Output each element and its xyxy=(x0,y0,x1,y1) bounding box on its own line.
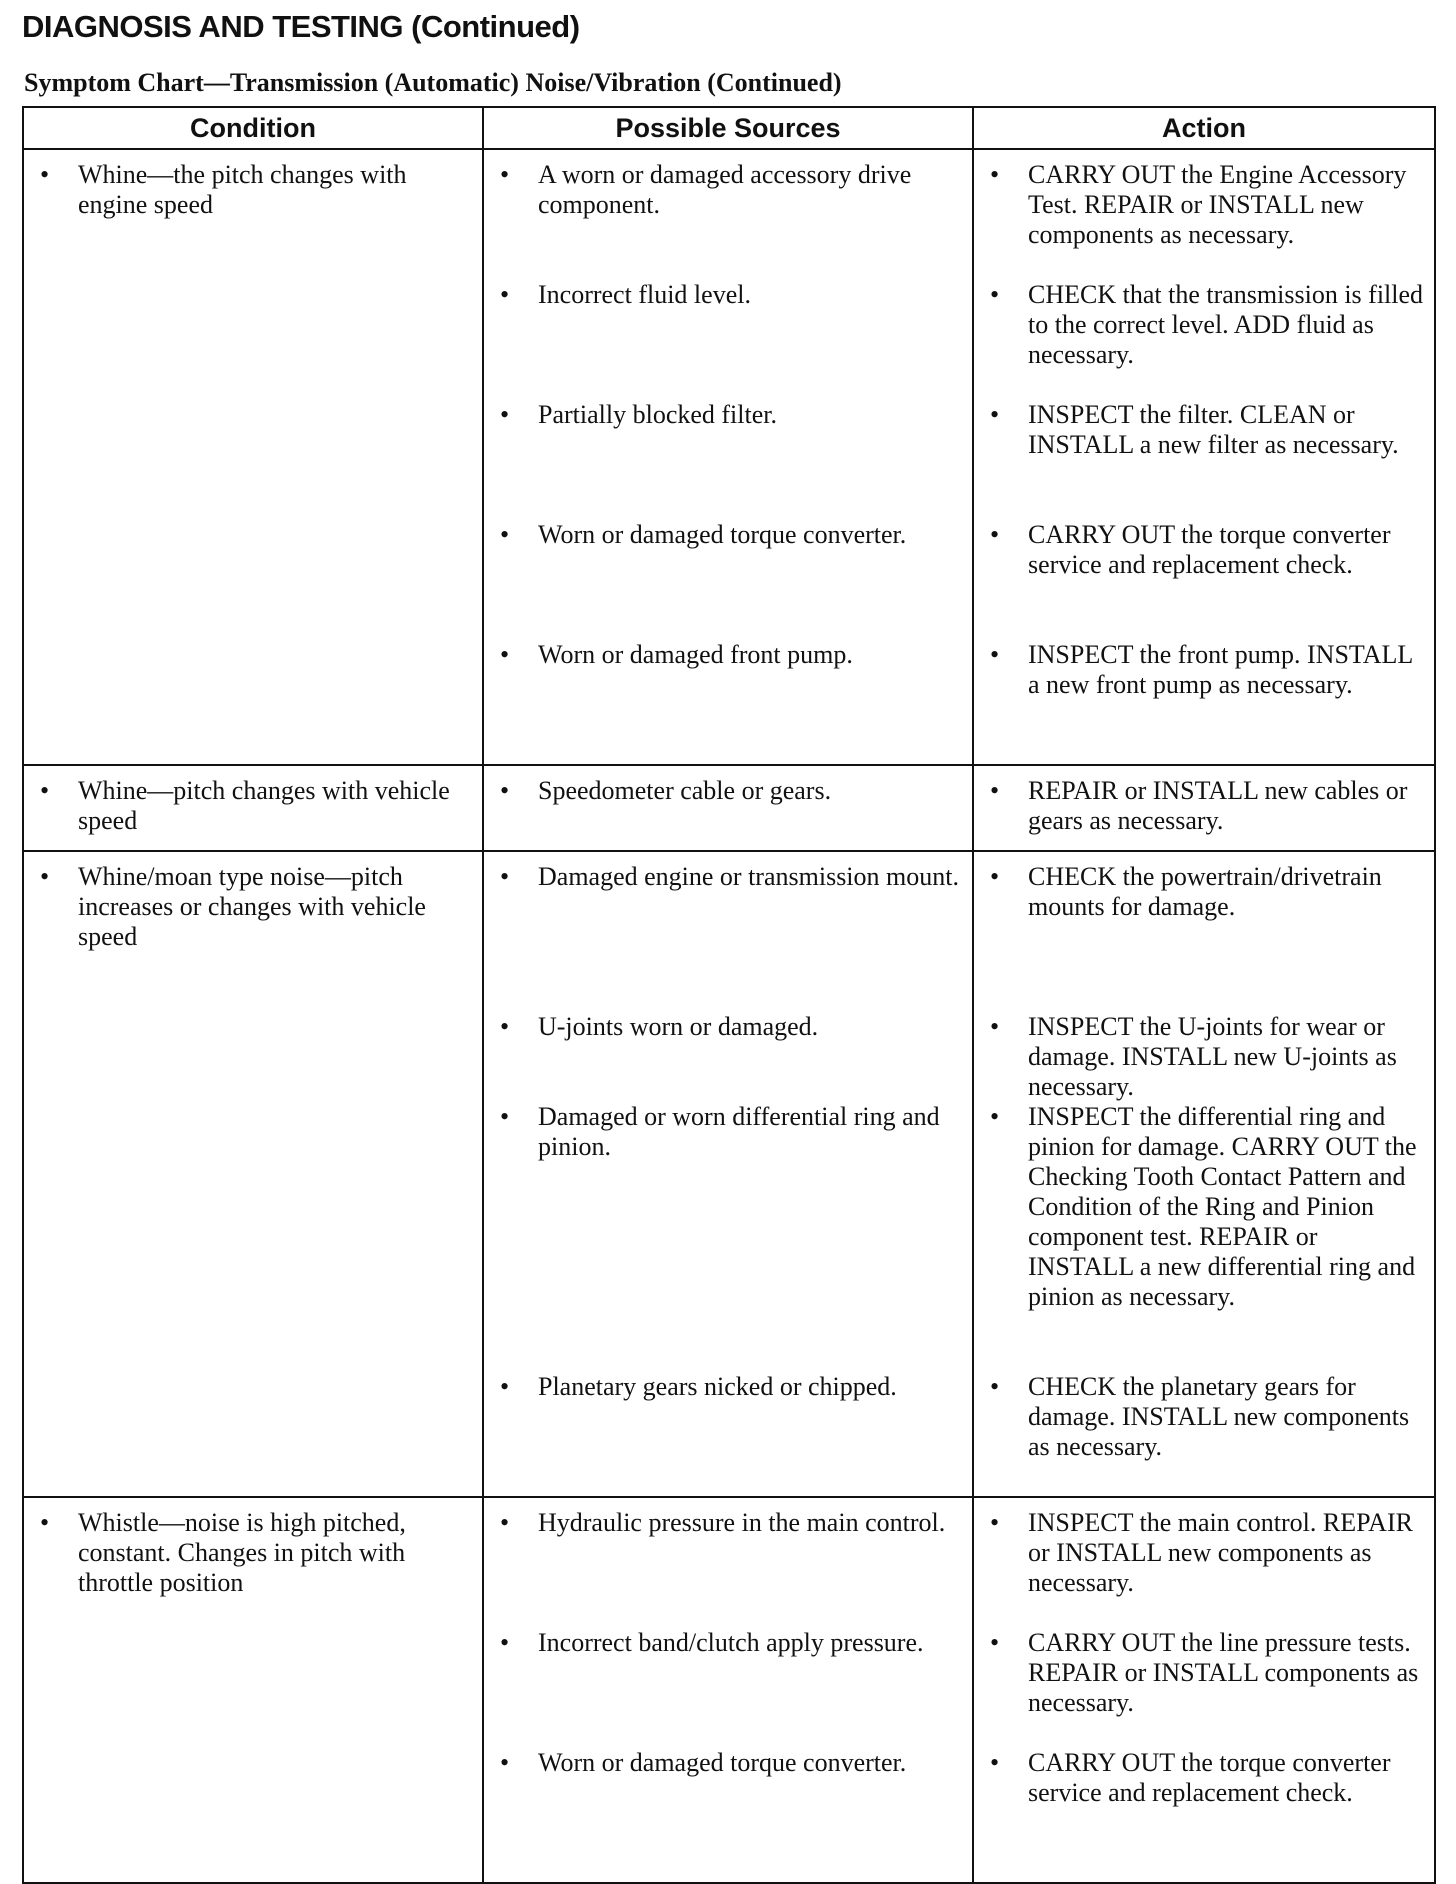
condition-text: Whine—the pitch changes with engine speed xyxy=(78,160,407,219)
bullet-icon: • xyxy=(990,640,1000,669)
bullet-icon: • xyxy=(500,160,510,189)
bullet-icon: • xyxy=(500,400,510,429)
column-header-condition: Condition xyxy=(23,107,483,149)
condition-text: Whine/moan type noise—pitch increases or changes with vehicle speed xyxy=(78,862,426,951)
action-item xyxy=(984,1102,1424,1312)
action-text: CARRY OUT the torque converter service and replacement check. xyxy=(1028,520,1391,579)
action-item xyxy=(984,1628,1424,1718)
bullet-icon: • xyxy=(40,776,50,805)
action-cell xyxy=(973,1497,1435,1883)
page xyxy=(22,8,1434,1884)
bullet-icon: • xyxy=(990,1372,1000,1401)
action-text: INSPECT the filter. CLEAN or INSTALL a new filter as necessary. xyxy=(1028,400,1399,459)
possible-sources-cell xyxy=(483,149,973,765)
condition-cell xyxy=(23,765,483,851)
bullet-icon: • xyxy=(990,1748,1000,1777)
bullet-icon: • xyxy=(40,862,50,891)
table-body xyxy=(23,149,1435,1883)
bullet-icon: • xyxy=(500,1628,510,1657)
table-row xyxy=(23,1497,1435,1883)
source-item xyxy=(494,400,962,430)
possible-sources-cell xyxy=(483,765,973,851)
action-text: CHECK that the transmission is filled to the correct level. ADD fluid as necessary. xyxy=(1028,280,1424,369)
table-row xyxy=(23,765,1435,851)
condition-cell xyxy=(23,1497,483,1883)
source-item xyxy=(494,1102,962,1162)
bullet-icon: • xyxy=(990,1012,1000,1041)
action-text: CARRY OUT the Engine Accessory Test. REPAIR or INSTALL new components as necessary. xyxy=(1028,160,1407,249)
table-row xyxy=(23,149,1435,765)
source-item xyxy=(494,640,962,670)
source-text: Hydraulic pressure in the main control. xyxy=(538,1508,946,1537)
column-header-possible-sources: Possible Sources xyxy=(483,107,973,149)
action-item xyxy=(984,400,1424,460)
condition-item xyxy=(34,862,472,952)
column-header-action: Action xyxy=(973,107,1435,149)
action-item xyxy=(984,520,1424,580)
action-cell xyxy=(973,851,1435,1497)
action-item xyxy=(984,1508,1424,1598)
bullet-icon: • xyxy=(500,776,510,805)
symptom-chart-table xyxy=(22,106,1436,1884)
action-cell xyxy=(973,765,1435,851)
action-item xyxy=(984,862,1424,922)
bullet-icon: • xyxy=(990,520,1000,549)
possible-sources-cell xyxy=(483,1497,973,1883)
action-text: INSPECT the front pump. INSTALL a new front pump as necessary. xyxy=(1028,640,1413,699)
condition-text: Whine—pitch changes with vehicle speed xyxy=(78,776,450,835)
action-item xyxy=(984,280,1424,370)
bullet-icon: • xyxy=(990,280,1000,309)
action-item xyxy=(984,640,1424,700)
action-cell xyxy=(973,149,1435,765)
condition-text: Whistle—noise is high pitched, constant. Changes in pitch with throttle position xyxy=(78,1508,406,1597)
bullet-icon: • xyxy=(40,1508,50,1537)
source-text: Incorrect fluid level. xyxy=(538,280,751,309)
source-text: A worn or damaged accessory drive component. xyxy=(538,160,912,219)
source-item xyxy=(494,1508,962,1538)
bullet-icon: • xyxy=(990,776,1000,805)
action-text: INSPECT the U-joints for wear or damage. INSTALL new U-joints as necessary. xyxy=(1028,1012,1397,1101)
source-item xyxy=(494,1748,962,1778)
action-item xyxy=(984,1748,1424,1808)
bullet-icon: • xyxy=(500,1372,510,1401)
table-row xyxy=(23,851,1435,1497)
condition-item xyxy=(34,776,472,836)
bullet-icon: • xyxy=(990,1628,1000,1657)
source-item xyxy=(494,160,962,220)
condition-cell xyxy=(23,149,483,765)
bullet-icon: • xyxy=(500,1748,510,1777)
source-text: Partially blocked filter. xyxy=(538,400,777,429)
source-text: Damaged engine or transmission mount. xyxy=(538,862,959,891)
source-text: Worn or damaged front pump. xyxy=(538,640,853,669)
source-text: Worn or damaged torque converter. xyxy=(538,520,907,549)
action-item xyxy=(984,776,1424,836)
bullet-icon: • xyxy=(500,1102,510,1131)
source-text: Planetary gears nicked or chipped. xyxy=(538,1372,897,1401)
source-item xyxy=(494,280,962,310)
action-text: CARRY OUT the torque converter service and replacement check. xyxy=(1028,1748,1391,1807)
source-text: Damaged or worn differential ring and pinion. xyxy=(538,1102,940,1161)
source-text: Worn or damaged torque converter. xyxy=(538,1748,907,1777)
bullet-icon: • xyxy=(990,160,1000,189)
table-header-row xyxy=(23,107,1435,149)
action-item xyxy=(984,160,1424,250)
bullet-icon: • xyxy=(500,640,510,669)
bullet-icon: • xyxy=(990,862,1000,891)
bullet-icon: • xyxy=(500,862,510,891)
source-text: Speedometer cable or gears. xyxy=(538,776,832,805)
source-item xyxy=(494,1372,962,1402)
bullet-icon: • xyxy=(40,160,50,189)
action-text: CARRY OUT the line pressure tests. REPAIR or INSTALL components as necessary. xyxy=(1028,1628,1419,1717)
section-title: DIAGNOSIS AND TESTING (Continued) xyxy=(22,9,580,44)
bullet-icon: • xyxy=(500,1508,510,1537)
source-item xyxy=(494,862,962,892)
action-text: INSPECT the differential ring and pinion for damage. CARRY OUT the Checking Tooth Contact Pattern and Condition of the Ring and Pinion component test. REPAIR or INSTALL a new differential ring and pinion as necessary. xyxy=(1028,1102,1417,1311)
source-item xyxy=(494,776,962,806)
bullet-icon: • xyxy=(990,400,1000,429)
possible-sources-cell xyxy=(483,851,973,1497)
condition-item xyxy=(34,160,472,220)
action-item xyxy=(984,1012,1424,1102)
chart-title: Symptom Chart—Transmission (Automatic) Noise/Vibration (Continued) xyxy=(24,68,842,97)
bullet-icon: • xyxy=(500,1012,510,1041)
bullet-icon: • xyxy=(990,1102,1000,1131)
source-item xyxy=(494,520,962,550)
bullet-icon: • xyxy=(500,280,510,309)
source-text: U-joints worn or damaged. xyxy=(538,1012,819,1041)
condition-cell xyxy=(23,851,483,1497)
action-item xyxy=(984,1372,1424,1462)
action-text: INSPECT the main control. REPAIR or INSTALL new components as necessary. xyxy=(1028,1508,1413,1597)
action-text: CHECK the powertrain/drivetrain mounts for damage. xyxy=(1028,862,1382,921)
source-item xyxy=(494,1628,962,1658)
bullet-icon: • xyxy=(500,520,510,549)
source-text: Incorrect band/clutch apply pressure. xyxy=(538,1628,924,1657)
action-text: REPAIR or INSTALL new cables or gears as necessary. xyxy=(1028,776,1408,835)
source-item xyxy=(494,1012,962,1042)
action-text: CHECK the planetary gears for damage. INSTALL new components as necessary. xyxy=(1028,1372,1410,1461)
condition-item xyxy=(34,1508,472,1598)
bullet-icon: • xyxy=(990,1508,1000,1537)
